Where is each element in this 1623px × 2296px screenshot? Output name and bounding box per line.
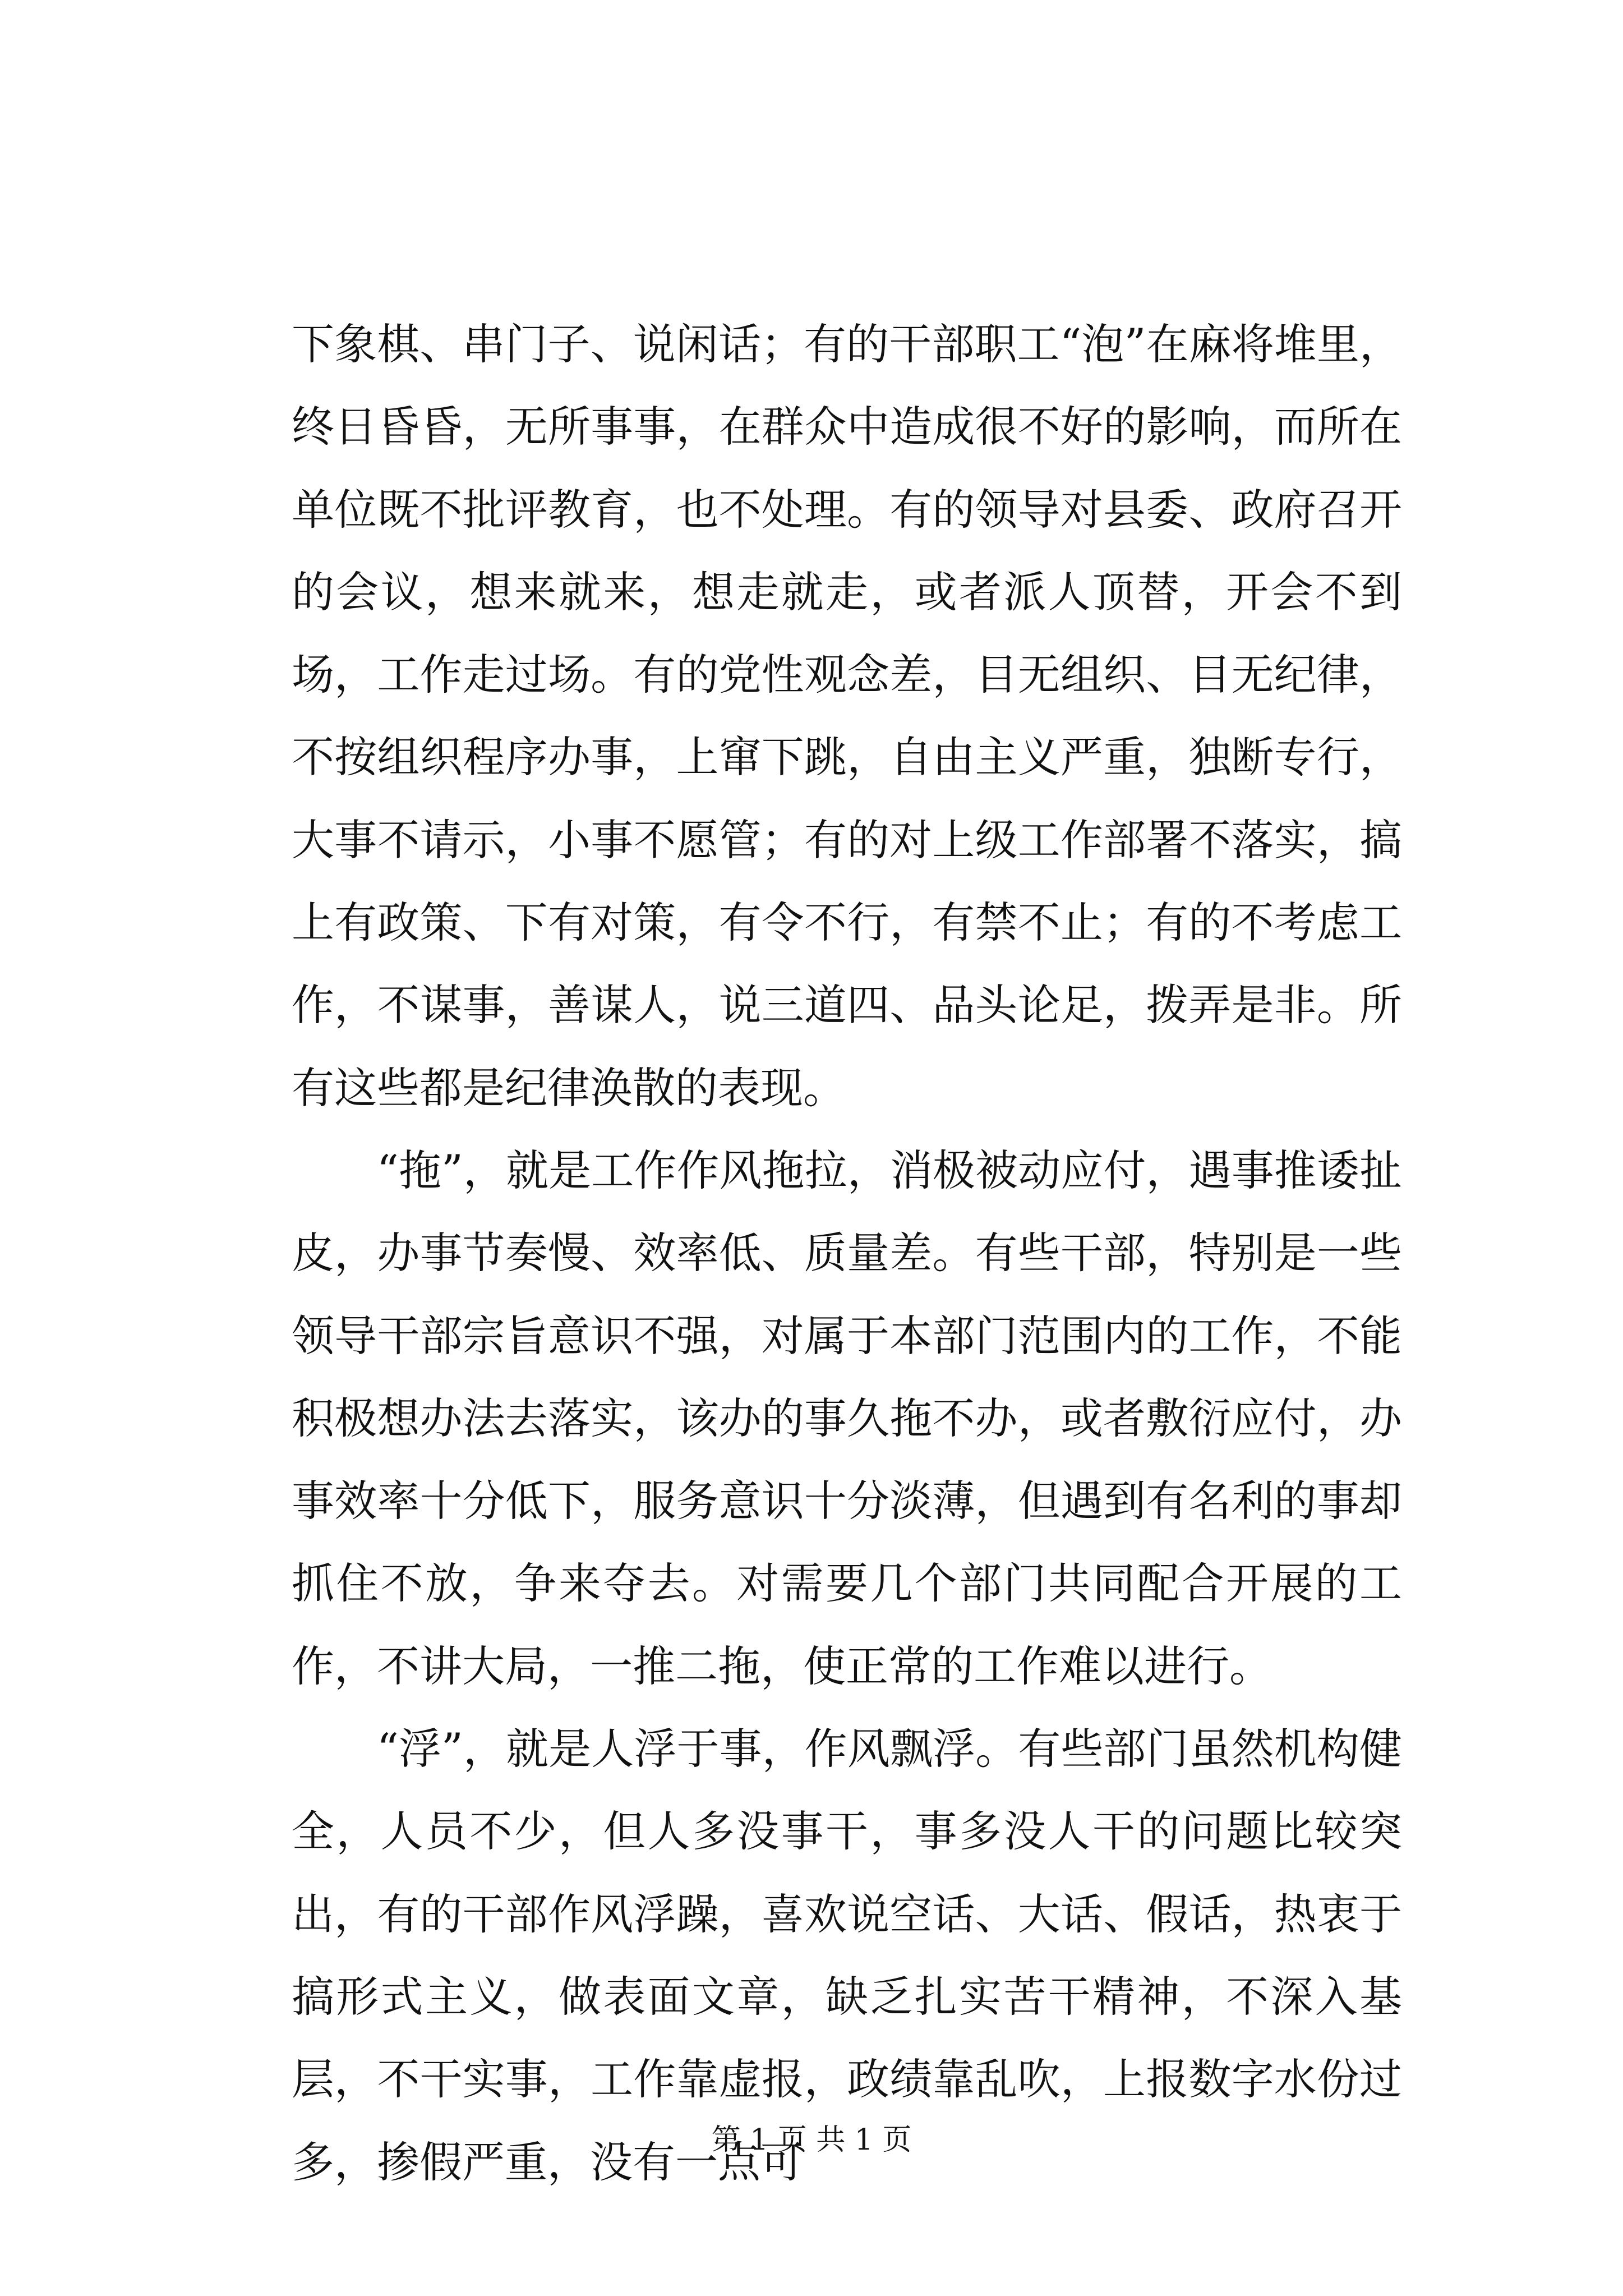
paragraph-tuo: “拖”，就是工作作风拖拉，消极被动应付，遇事推诿扯皮，办事节奏慢、效率低、质量差。有些干部，特别是一些领导干部宗旨意识不强，对属于本部门范围内的工作，不能积极想办法去落实，该办的事久拖不办，或者敷衍应付，办事效率十分低下，服务意识十分淡薄，但遇到有名利的事却抓住不放，争来夺去。对需要几个部门共同配合开展的工作，不讲大局，一推二拖，使正常的工作难以进行。: [292, 1145, 1402, 1691]
page-footer: 第 1 页 共 1 页: [711, 2123, 912, 2157]
paragraph-fu: “浮”，就是人浮于事，作风飘浮。有些部门虽然机构健全，人员不少，但人多没事干，事多没人干的问题比较突出，有的干部作风浮躁，喜欢说空话、大话、假话，热衷于搞形式主义，做表面文章，缺乏扎实苦干精神，不深入基层，不干实事，工作靠虚报，政绩靠乱吹，上报数字水份过多，掺假严重，没有一点可: [292, 1724, 1402, 2187]
paragraph-discipline: 下象棋、串门子、说闲话；有的干部职工“泡”在麻将堆里，终日昏昏，无所事事，在群众中造成很不好的影响，而所在单位既不批评教育，也不处理。有的领导对县委、政府召开的会议，想来就来，想走就走，或者派人顶替，开会不到场，工作走过场。有的党性观念差，目无组织、目无纪律，不按组织程序办事，上窜下跳，自由主义严重，独断专行，大事不请示，小事不愿管；有的对上级工作部署不落实，搞上有政策、下有对策，有令不行，有禁不止；有的不考虑工作，不谋事，善谋人，说三道四、品头论足，拨弄是非。所有这些都是纪律涣散的表现。: [292, 319, 1402, 1113]
document-body: [292, 303, 1402, 2203]
